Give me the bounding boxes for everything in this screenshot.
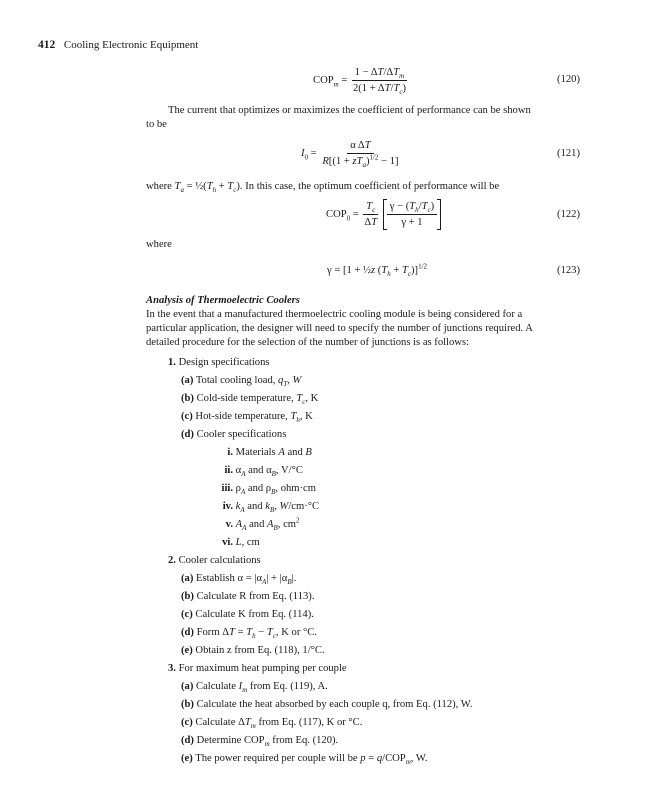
list-letter: (b) [181,591,194,602]
running-title: Cooling Electronic Equipment [63,39,199,51]
page-header [38,38,198,53]
equation-121: $I_0$ = $\frac{\text{α ΔT}}{R[(1 + zT_a)^{1/2} - 1]}$ [301,140,399,170]
paragraph-current-line2: to be [146,119,167,130]
list-item-2e [181,644,325,657]
roman-item-5: v. $A_A$ and $A_B$, $cm^2$ [213,518,300,531]
roman-numeral: v. [225,519,233,530]
list-item-1 [168,356,270,369]
list-letter: (a) [181,681,194,692]
list-item-2a: (a) Establish $\alpha = |\alpha_A| + |\alpha_B|$. [181,573,297,587]
section-paragraph-line1: In the event that a manufactured thermoelectric cooling module is being considered for a [146,309,523,320]
roman-item-1: i. Materials A and B [213,446,312,459]
list-letter: (c) [181,717,193,728]
equation-number-122: (122) [557,209,580,220]
list-item-2 [168,554,261,567]
list-letter: (d) [181,429,194,440]
list-item-3c: (c) Calculate $\Delta T_m$ from Eq. (117), K or °C. [181,717,363,731]
list-letter: (b) [181,393,194,404]
list-letter: (e) [181,645,193,656]
list-text: Obtain z from Eq. (118), 1/°C. [195,645,325,656]
list-number: 3. [168,663,176,674]
roman-item-2: ii. $\alpha_A$ and $\alpha_B$, V/°C [213,464,303,477]
section-paragraph-line3: detailed procedure for the selection of the number of junctions is as follows: [146,337,470,348]
word-where: where [146,239,172,250]
list-text: For maximum heat pumping per couple [178,663,347,674]
roman-numeral: ii. [224,465,233,476]
list-item-1b: (b) Cold-side temperature, $T_c$, K [181,393,319,407]
roman-numeral: iv. [222,501,233,512]
list-item-3a: (a) Calculate $I_m$ from Eq. (119), A. [181,681,328,695]
paragraph-where-ta: where $T_a$ = $\frac{1}{2}(T_h + T_c)$. In this case, the optimum coefficient of performance will be [146,181,500,195]
section-title: Analysis of Thermoelectric Coolers [146,295,300,306]
list-letter: (d) [181,735,194,746]
list-letter: (b) [181,699,194,710]
list-number: 1. [168,357,176,368]
list-item-3d: (d) Determine $COP_m$ from Eq. (120). [181,735,339,749]
roman-numeral: i. [227,447,233,458]
equation-number-120: (120) [557,74,580,85]
roman-item-6: vi. L, cm [213,536,260,549]
list-item-2d: (d) Form $\Delta T = T_h - T_c$, K or °C. [181,627,317,641]
list-item-3b [181,698,472,711]
roman-item-3: iii. $\rho_A$ and $\rho_B$, ohm·cm [213,482,316,495]
roman-numeral: vi. [222,537,233,548]
equation-120: $COP_m$ = $\frac{1 - \Delta T/\Delta T_m}{2(1 + \Delta T/T_c)}$ [313,67,406,97]
paragraph-current-line1: The current that optimizes or maximizes the coefficient of performance can be shown [168,105,531,116]
paragraph-where-ta-suffix: . In this case, the optimum coefficient of performance will be [239,181,500,192]
list-letter: (c) [181,609,193,620]
list-text: Calculate R from Eq. (113). [196,591,315,602]
page-number: 412 [38,39,56,51]
list-item-1a: (a) Total cooling load, $q_T$, W [181,375,302,389]
list-text: Design specifications [178,357,270,368]
list-text: Cooler calculations [178,555,261,566]
list-text: Calculate the heat absorbed by each couple q, from Eq. (112), W. [196,699,473,710]
roman-item-4: iv. $k_A$ and $k_B$, W/cm·°C [213,500,319,513]
list-letter: (a) [181,573,194,584]
list-letter: (c) [181,411,193,422]
equation-123: γ = [1 + ½z $(T_h + T_c)]^{1/2}$ [327,262,428,279]
list-item-2b [181,590,314,603]
list-item-1d [181,428,286,441]
list-number: 2. [168,555,176,566]
section-paragraph-line2: particular application, the designer will need to specify the number of junctions required. A [146,323,533,334]
equation-122: $COP_0$ = $\frac{T_c}{\Delta T}$ $\frac{\gamma - (T_h/T_c)}{\gamma + 1}$ [326,199,441,230]
list-item-3e: (e) The power required per couple will be $p = q/COP_m$, W. [181,753,428,767]
list-letter: (d) [181,627,194,638]
equation-number-121: (121) [557,148,580,159]
list-item-2c [181,608,314,621]
list-letter: (a) [181,375,194,386]
list-text: Cooler specifications [196,429,287,440]
list-text: Calculate K from Eq. (114). [195,609,314,620]
list-item-3 [168,662,347,675]
list-letter: (e) [181,753,193,764]
roman-numeral: iii. [221,483,233,494]
equation-number-123: (123) [557,265,580,276]
list-item-1c: (c) Hot-side temperature, $T_h$, K [181,411,313,425]
